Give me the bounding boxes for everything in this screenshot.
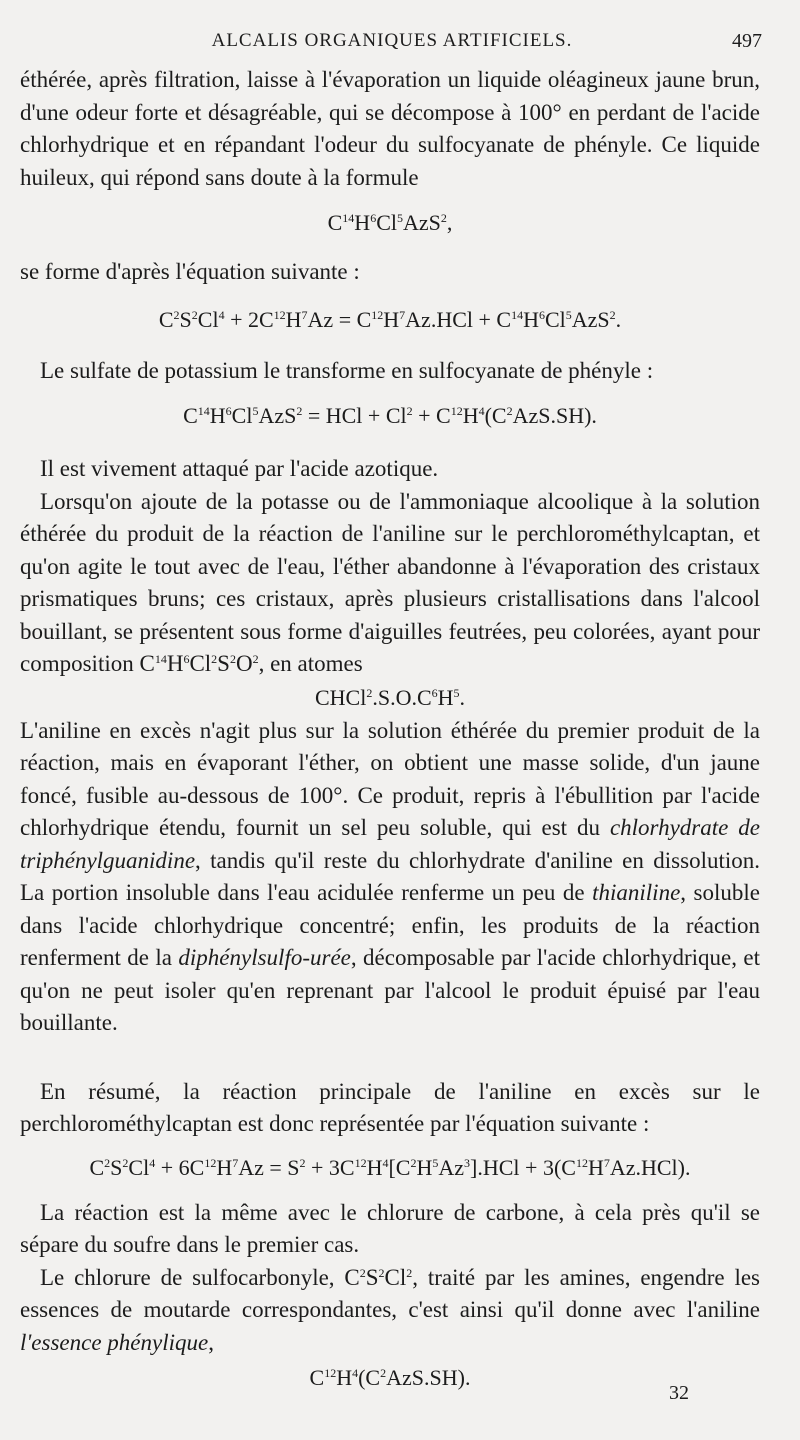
page-header: [22, 30, 762, 60]
formula-2: $C^2S^2Cl^4 + 2C^{12}H^7Az = C^{12}H^7Az.HCl + C^{14}H^6Cl^5AzS^2$.: [158, 306, 622, 332]
paragraph-2: se forme d'après l'équation suivante :: [20, 259, 360, 284]
formula-3: $C^{14}H^6Cl^5AzS^2$ = HCl + $Cl^2 + C^{12}H^4(C^2AzS.SH)$.: [183, 403, 597, 428]
formula-6: $C^{12}H^4(C^2AzS.SH)$.: [309, 1365, 471, 1390]
page-number: 497: [732, 30, 762, 52]
paragraph-4: Il est vivement attaqué par l'acide azotique.: [40, 456, 439, 481]
paragraph-1: éthérée, après filtration, laisse à l'évaporation un liquide oléagineux jaune brun, d'une odeur forte et désagréable, qui se décompose à 100° en perdant de l'acide chlorhydrique et en répandant l'odeur du sulfocyanate de phényle. Ce liquide huileux, qui répond sans doute à la formule: [20, 67, 760, 190]
paragraph-9: Le chlorure de sulfocarbonyle, $C^2S^2Cl^2$, traité par les amines, engendre les essences de moutarde correspondantes, c'est ainsi qu'il donne avec l'aniline l'essence phénylique,: [20, 1264, 760, 1355]
paragraph-5: Lorsqu'on ajoute de la potasse ou de l'ammoniaque alcoolique à la solution éthérée du produit de la réaction de l'aniline sur le perchlorométhylcaptan, et qu'on agite le tout avec de l'eau, l'éther abandonne à l'évaporation des cristaux prismatiques bruns; ces cristaux, après plusieurs cristallisations dans l'alcool bouillant, se présentent sous forme d'aiguilles feutrées, peu colorées, ayant pour composition $C^{14}H^6Cl^2S^2O^2$, en atomes: [20, 488, 760, 676]
formula-1: $C^{14}H^6Cl^5AzS^2$,: [327, 210, 453, 235]
page-body: [20, 64, 760, 1391]
paragraph-8: La réaction est la même avec le chlorure de carbone, à cela près qu'il se sépare du soufre dans le premier cas.: [20, 1199, 760, 1257]
formula-5: $C^2S^2Cl^4 + 6C^{12}H^7Az = S^2 + 3C^{12}H^4[C^2H^5Az^3].HCl + 3(C^{12}H^7Az.HCl)$.: [89, 1154, 691, 1180]
paragraph-3: Le sulfate de potassium le transforme en sulfocyanate de phényle :: [40, 357, 654, 383]
running-title: ALCALIS ORGANIQUES ARTIFICIELS.: [211, 30, 573, 51]
signature-mark: 32: [669, 1382, 689, 1404]
paragraph-7: En résumé, la réaction principale de l'aniline en excès sur le perchlorométhylcaptan est donc représentée par l'équation suivante :: [20, 1078, 760, 1136]
paragraph-6: L'aniline en excès n'agit plus sur la solution éthérée du premier produit de la réaction, mais en évaporant l'éther, on obtient une masse solide, d'un jaune foncé, fusible au-dessous de 100°. Ce produit, repris à l'ébullition par l'acide chlorhydrique étendu, fournit un sel peu soluble, qui est du chlorhydrate de triphénylguanidine, tandis qu'il reste du chlorhydrate d'aniline en dissolution. La portion insoluble dans l'eau acidulée renferme un peu de thianiline, soluble dans l'acide chlorhydrique concentré; enfin, les produits de la réaction renferment de la diphénylsulfo-urée, décomposable par l'acide chlorhydrique, et qu'on ne peut isoler qu'en reprenant par l'alcool le produit épuisé par l'eau bouillante.: [20, 717, 760, 1035]
formula-4: $CHCl^2.S.O.C^6H^5$.: [314, 684, 466, 710]
